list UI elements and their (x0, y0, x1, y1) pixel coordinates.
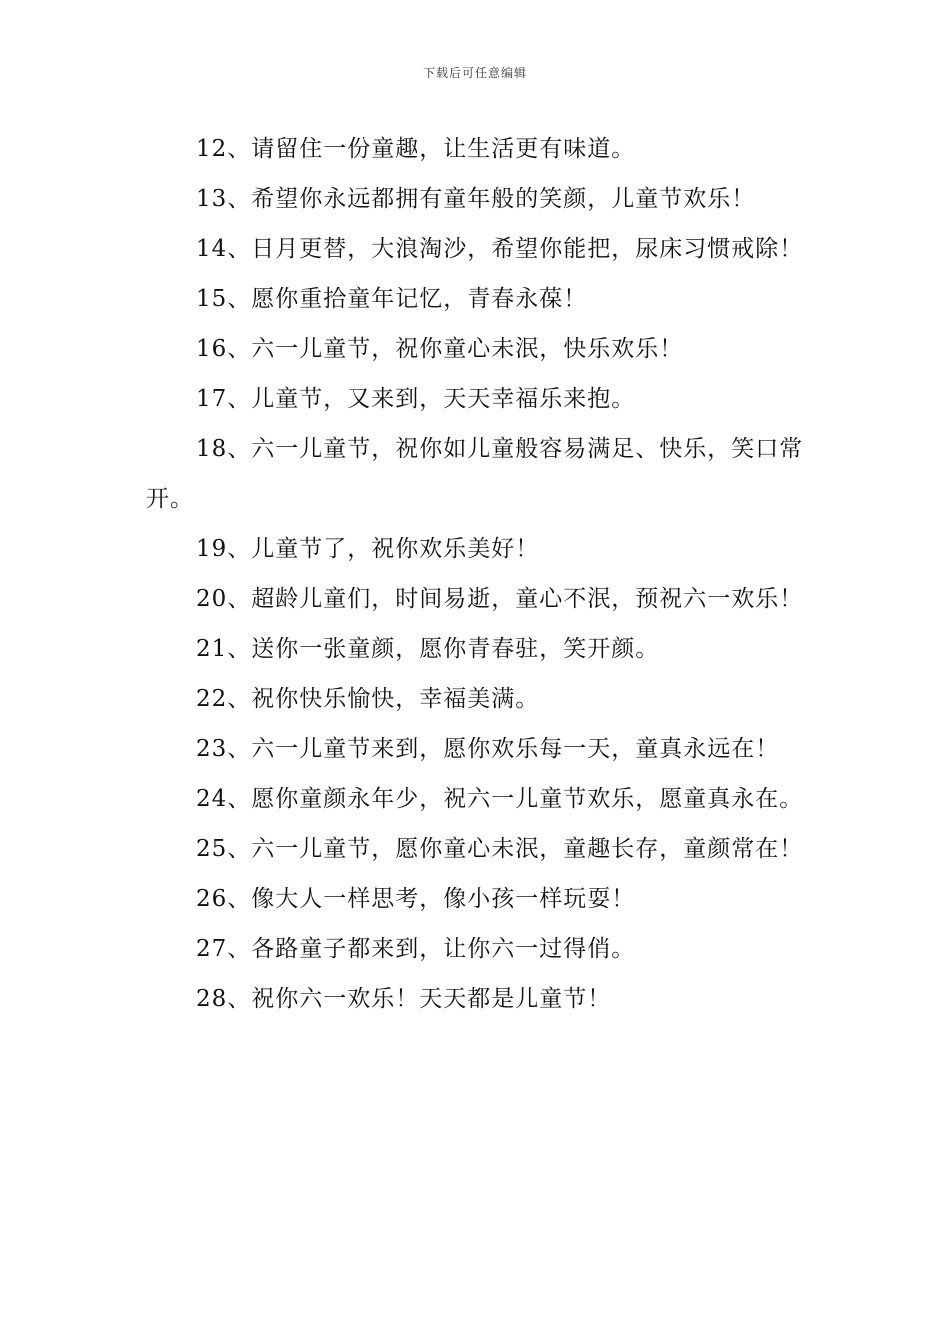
paragraph-14: 14、日月更替，大浪淘沙，希望你能把，尿床习惯戒除！ (196, 236, 804, 262)
paragraph-28: 28、祝你六一欢乐！天天都是儿童节！ (196, 986, 612, 1012)
paragraph-19: 19、儿童节了，祝你欢乐美好！ (196, 536, 540, 562)
paragraph-24: 24、愿你童颜永年少，祝六一儿童节欢乐，愿童真永在。 (196, 786, 804, 812)
paragraph-23: 23、六一儿童节来到，愿你欢乐每一天，童真永远在！ (196, 736, 780, 762)
paragraph-12: 12、请留住一份童趣，让生活更有味道。 (196, 136, 636, 162)
paragraph-13: 13、希望你永远都拥有童年般的笑颜，儿童节欢乐！ (196, 186, 756, 212)
paragraph-15: 15、愿你重拾童年记忆，青春永葆！ (196, 286, 588, 312)
paragraph-17: 17、儿童节，又来到，天天幸福乐来抱。 (196, 386, 636, 412)
page-header: 下载后可任意编辑 (422, 66, 527, 80)
paragraph-16: 16、六一儿童节，祝你童心未泯，快乐欢乐！ (196, 336, 684, 362)
paragraph-20: 20、超龄儿童们，时间易逝，童心不泯，预祝六一欢乐！ (196, 586, 804, 612)
paragraph-18: 18、六一儿童节，祝你如儿童般容易满足、快乐，笑口常开。 (146, 436, 804, 512)
paragraph-25: 25、六一儿童节，愿你童心未泯，童趣长存，童颜常在！ (196, 836, 804, 862)
paragraph-22: 22、祝你快乐愉快，幸福美满。 (196, 686, 540, 712)
paragraph-21: 21、送你一张童颜，愿你青春驻，笑开颜。 (196, 636, 660, 662)
paragraph-27: 27、各路童子都来到，让你六一过得俏。 (196, 936, 636, 962)
document-body (146, 124, 810, 1024)
paragraph-26: 26、像大人一样思考，像小孩一样玩耍！ (196, 886, 636, 912)
